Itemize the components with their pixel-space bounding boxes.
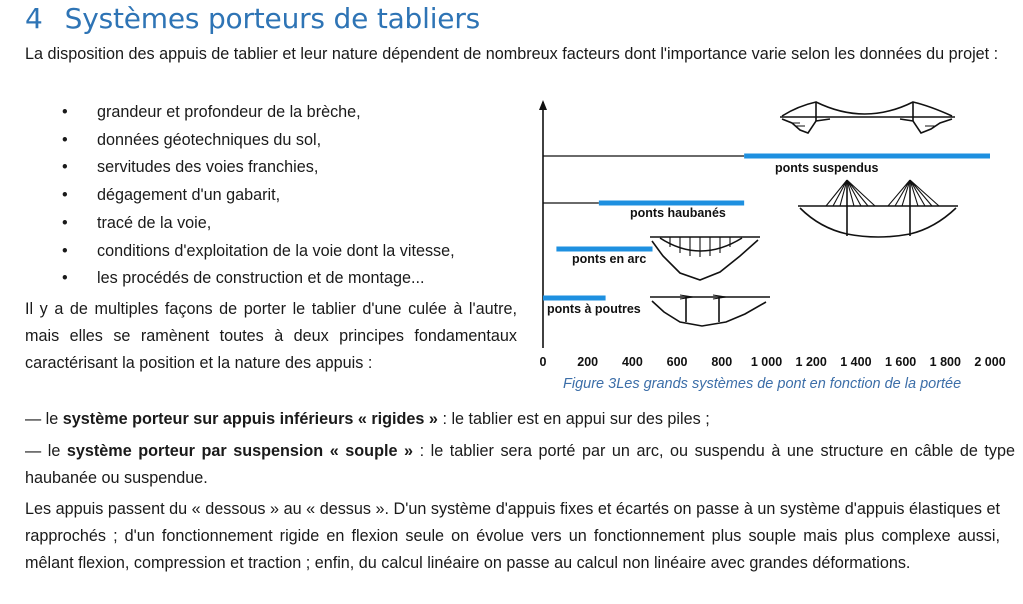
section-heading [25,2,480,35]
bullet-icon: • [62,103,68,121]
rigid-support-paragraph: — le système porteur sur appuis inférieurs « rigides » : le tablier est en appui sur des piles ; [25,410,710,428]
x-tick-label: 1 400 [840,355,872,369]
list-item: • dégagement d'un gabarit, [62,182,455,210]
x-tick-label: 800 [711,355,733,369]
bullet-icon: • [62,213,68,232]
y-axis-arrow-icon [539,100,547,110]
suspension-bridge-icon [780,102,955,133]
suspension-support-term: système porteur par suspension « souple » [66,442,414,460]
series-label: ponts haubanés [630,206,726,220]
x-tick-label: 200 [577,355,599,369]
principles-paragraph: Il y a de multiples façons de porter le tablier d'une culée à l'autre, mais elles se ramènent toutes à deux principes fondamentaux caractérisant la position et la nature des appuis : [25,300,517,372]
span-bar [599,201,744,206]
list-item: • conditions d'exploitation de la voie dont la vitesse, [62,238,455,266]
x-tick-label: 0 [539,355,547,369]
suspension-support-paragraph: — le système porteur par suspension « souple » : le tablier sera porté par un arc, ou suspendu à une structure en câble de type haubanée ou suspendue. [25,442,1015,487]
list-item: • grandeur et profondeur de la brèche, [62,99,455,127]
bullet-icon: • [62,269,68,288]
list-item: • les procédés de construction et de montage... [62,265,455,293]
bullet-icon: • [62,130,68,149]
x-tick-label: 2 000 [974,355,1006,369]
x-tick-label: 600 [666,355,688,369]
series-label: ponts suspendus [775,161,879,175]
bars-group [543,154,990,301]
span-chart [530,96,1020,376]
section-number: 4 [25,2,43,35]
supports-paragraph: Les appuis passent du « dessous » au « dessus ». D'un système d'appuis fixes et écartés on passe à un système d'appuis élastiques et rapprochés ; d'un fonctionnement rigide en flexion seule on évolue vers un fonctionnement plus souple mais plus complexe aussi, mêlant flexion, compression et traction ; enfin, du calcul linéaire on passe au calcul non linéaire avec grandes déformations. [25,500,1000,572]
arch-bridge-icon [650,237,760,280]
rigid-support-term: système porteur sur appuis inférieurs « rigides » [62,410,438,428]
span-bar [543,296,606,301]
span-bar [744,154,990,159]
series-label: ponts à poutres [547,302,641,316]
section-title: Systèmes porteurs de tabliers [64,2,481,35]
x-tick-label: 400 [621,355,643,369]
list-item: • données géotechniques du sol, [62,127,455,155]
bridge-span-figure [530,96,1020,376]
x-tick-label: 1 600 [884,355,917,369]
bullet-icon: • [62,158,68,177]
x-tick-label: 1 000 [750,355,783,369]
bullet-icon: • [62,241,68,260]
figure-caption: Figure 3Les grands systèmes de pont en fonction de la portée [563,376,962,392]
ticks-group [540,355,1006,369]
x-tick-label: 1 200 [795,355,827,369]
bullet-icon: • [62,186,68,205]
x-tick-label: 1 800 [929,355,961,369]
labels-group [547,161,879,316]
cable-stayed-bridge-icon [798,180,958,237]
list-item: • tracé de la voie, [62,210,455,238]
beam-bridge-icon [650,295,770,326]
intro-paragraph: La disposition des appuis de tablier et leur nature dépendent de nombreux facteurs dont l'importance varie selon les données du projet : [25,45,999,63]
span-bar [556,247,652,252]
list-item: • servitudes des voies franchies, [62,154,455,182]
factors-list [62,99,455,293]
series-label: ponts en arc [572,252,647,266]
